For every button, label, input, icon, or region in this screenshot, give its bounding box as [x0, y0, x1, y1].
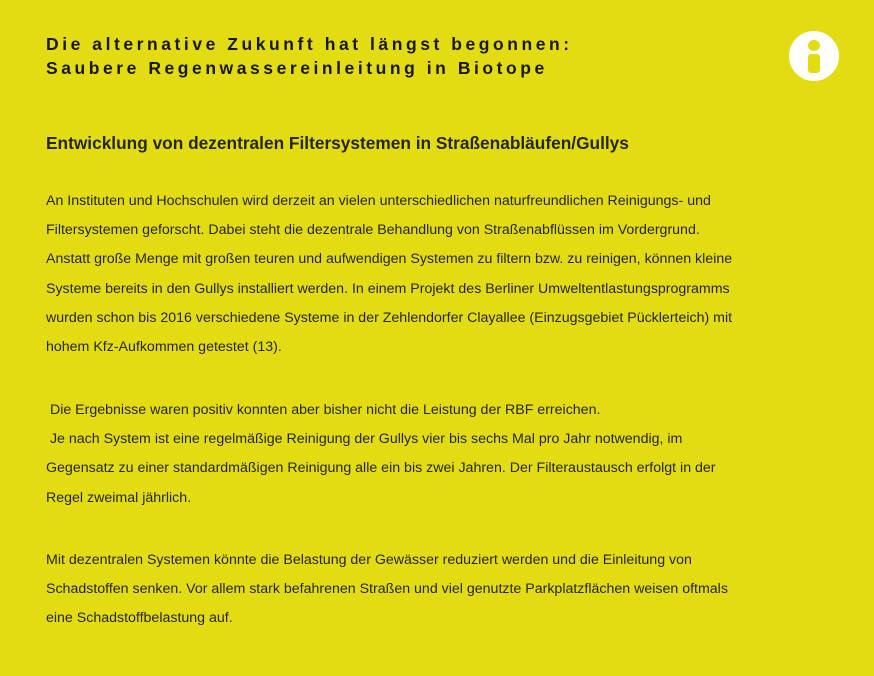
paragraph-line: Je nach System ist eine regelmäßige Reinigung der Gullys vier bis sechs Mal pro Jahr notwendig, im: [46, 431, 683, 448]
paragraph-line: Filtersystemen geforscht. Dabei steht die dezentrale Behandlung von Straßenabflüssen im Vordergrund.: [46, 222, 700, 239]
info-icon-dot: [808, 40, 820, 51]
paragraph-line: An Instituten und Hochschulen wird derzeit an vielen unterschiedlichen naturfreundlichen Reinigungs- und: [46, 193, 711, 209]
title-line-1: Die alternative Zukunft hat längst begonnen:: [46, 34, 573, 54]
paragraph-line: Regel zweimal jährlich.: [46, 489, 192, 506]
paragraph-1: [46, 187, 856, 362]
paragraph-line: Anstatt große Menge mit großen teuren und aufwendigen Systemen zu filtern bzw. zu reinigen, können kleine: [46, 251, 733, 268]
paragraph-line: Schadstoffen senken. Vor allem stark befahrenen Straßen und viel genutzte Parkplatzflächen weisen oftmals: [46, 581, 728, 598]
paragraph-line: hohem Kfz-Aufkommen getestet (13).: [46, 339, 282, 356]
paragraph-2: [46, 396, 856, 513]
title-line-2: Saubere Regenwassereinleitung in Biotope: [46, 58, 548, 78]
paragraph-line: Die Ergebnisse waren positiv konnten aber bisher nicht die Leistung der RBF erreichen.: [46, 402, 601, 418]
page-title: [46, 32, 573, 80]
paragraph-3: [46, 546, 856, 634]
paragraph-line: Gegensatz zu einer standardmäßigen Reinigung alle ein bis zwei Jahren. Der Filteraustausch erfolgt in der: [46, 460, 716, 477]
paragraph-line: eine Schadstoffbelastung auf.: [46, 610, 233, 627]
info-icon-stem: [808, 54, 820, 73]
paragraph-line: Mit dezentralen Systemen könnte die Belastung der Gewässer reduziert werden und die Einleitung von: [46, 552, 692, 568]
section-subtitle: Entwicklung von dezentralen Filtersystemen in Straßenabläufen/Gullys: [46, 133, 629, 153]
info-icon[interactable]: [789, 31, 839, 81]
paragraph-line: wurden schon bis 2016 verschiedene Systeme in der Zehlendorfer Clayallee (Einzugsgebiet Pücklerteich) mit: [46, 309, 733, 326]
paragraph-line: Systeme bereits in den Gullys installiert werden. In einem Projekt des Berliner Umweltentlastungsprogramms: [46, 280, 730, 297]
